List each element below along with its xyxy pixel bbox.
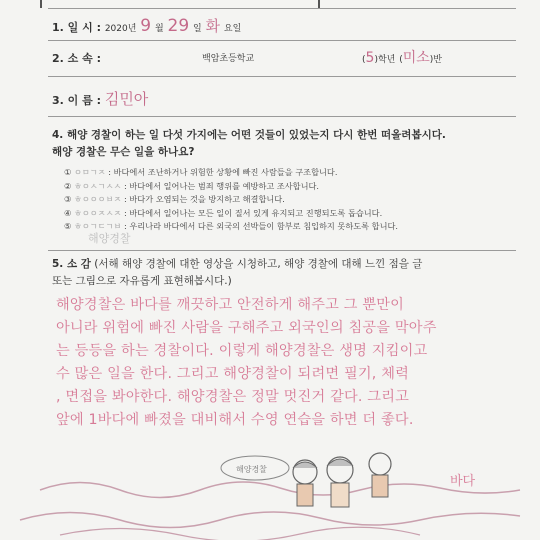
wave-line — [20, 512, 520, 528]
handwritten-answer — [56, 294, 526, 432]
answer-line: 앞에 1바다에 빠졌을 대비해서 수영 연습을 하면 더 좋다. — [56, 412, 414, 428]
table-border — [40, 0, 42, 8]
answer-line: 는 등등을 하는 경찰이다. 이렇게 해양경찰은 생명 지킴이고 — [56, 343, 428, 359]
weekday-value: 화 — [205, 17, 221, 35]
answer-line: 아니라 위험에 빠진 사람을 구해주고 외국인의 침공을 막아주 — [56, 320, 437, 336]
date-row — [52, 15, 241, 36]
name-value: 김민아 — [104, 90, 149, 108]
grade-unit: 학년 — [377, 55, 396, 65]
question-4-title: 4. 해양 경찰이 하는 일 다섯 가지에는 어떤 것들이 있었는지 다시 한번 떠올려봅시다. — [52, 129, 446, 141]
person-body — [372, 475, 388, 497]
class-value: 미소 — [402, 50, 430, 66]
list-item: ① ㅇㅁㄱㅈ : 바다에서 조난하거나 위험한 상황에 빠진 사람들을 구조합니다. — [64, 167, 338, 177]
table-border — [318, 0, 320, 8]
name-label: 3. 이 름 : — [52, 94, 101, 107]
list-item: ② ㅎㅇㅅㄱㅅㅅ : 바다에서 일어나는 범죄 행위를 예방하고 조사합니다. — [64, 180, 320, 191]
question-5-desc-2: 또는 그림으로 자유롭게 표현해봅시다.) — [52, 275, 232, 287]
question-4 — [52, 127, 512, 161]
handwritten-note: 해양경찰 — [88, 232, 131, 245]
question-5-desc: (서해 해양 경찰에 대한 영상을 시청하고, 해양 경찰에 대해 느낀 점을 글 — [94, 258, 423, 270]
question-4-subtitle: 해양 경찰은 무슨 일을 하나요? — [52, 146, 195, 158]
person-body — [331, 483, 349, 507]
divider — [48, 8, 516, 9]
question-5-title: 5. 소 감 — [52, 258, 91, 270]
month-value: 9 — [140, 16, 152, 36]
wave-line — [60, 527, 420, 540]
day-value: 29 — [167, 16, 190, 36]
affiliation-row: 2. 소 속 : 백암초등학교 (5)학년 (미소)반 — [52, 50, 442, 66]
person-head — [369, 453, 391, 475]
weekday-unit: 요일 — [223, 24, 242, 34]
answer-line: , 면접을 봐야한다. 해양경찰은 정말 멋진거 같다. 그리고 — [56, 389, 410, 405]
wave-line — [40, 482, 520, 498]
year-text: 2020년 — [104, 24, 137, 34]
list-item: ④ ㅎㅇㅇㅈㅅㅈ : 바다에서 일어나는 모든 일이 질서 있게 유지되고 진행되도록 돕습니다. — [64, 207, 383, 218]
duties-list — [64, 166, 514, 234]
divider — [48, 40, 516, 41]
divider — [48, 116, 516, 117]
divider — [48, 76, 516, 77]
drawing-label: 해양경찰 — [236, 465, 267, 474]
list-item: ③ ㅎㅇㅇㅇㅂㅈ : 바다가 오염되는 것을 방지하고 해결합니다. — [64, 194, 285, 204]
day-unit: 일 — [192, 24, 202, 34]
month-unit: 월 — [154, 24, 164, 34]
grade-value: 5 — [365, 50, 375, 66]
affiliation-label: 2. 소 속 : — [52, 52, 101, 65]
school-name: 백암초등학교 — [202, 54, 255, 64]
date-label: 1. 일 시 : — [52, 21, 101, 34]
name-row — [52, 88, 148, 109]
question-5 — [52, 256, 522, 290]
signature: 바다 — [450, 474, 476, 489]
answer-line: 해양경찰은 바다를 깨끗하고 안전하게 해주고 그 뿐만이 — [56, 297, 405, 313]
divider — [48, 250, 516, 251]
answer-line: 수 많은 일을 한다. 그리고 해양경찰이 되려면 필기, 체력 — [56, 366, 410, 382]
class-unit: 반 — [433, 55, 442, 65]
person-body — [297, 484, 313, 506]
list-item: ⑤ ㅎㅇㄱㄷㄱㅂ : 우리나라 바다에서 다른 외국의 선박들이 함부로 침입하지 못하도록 합니다. — [64, 221, 398, 231]
